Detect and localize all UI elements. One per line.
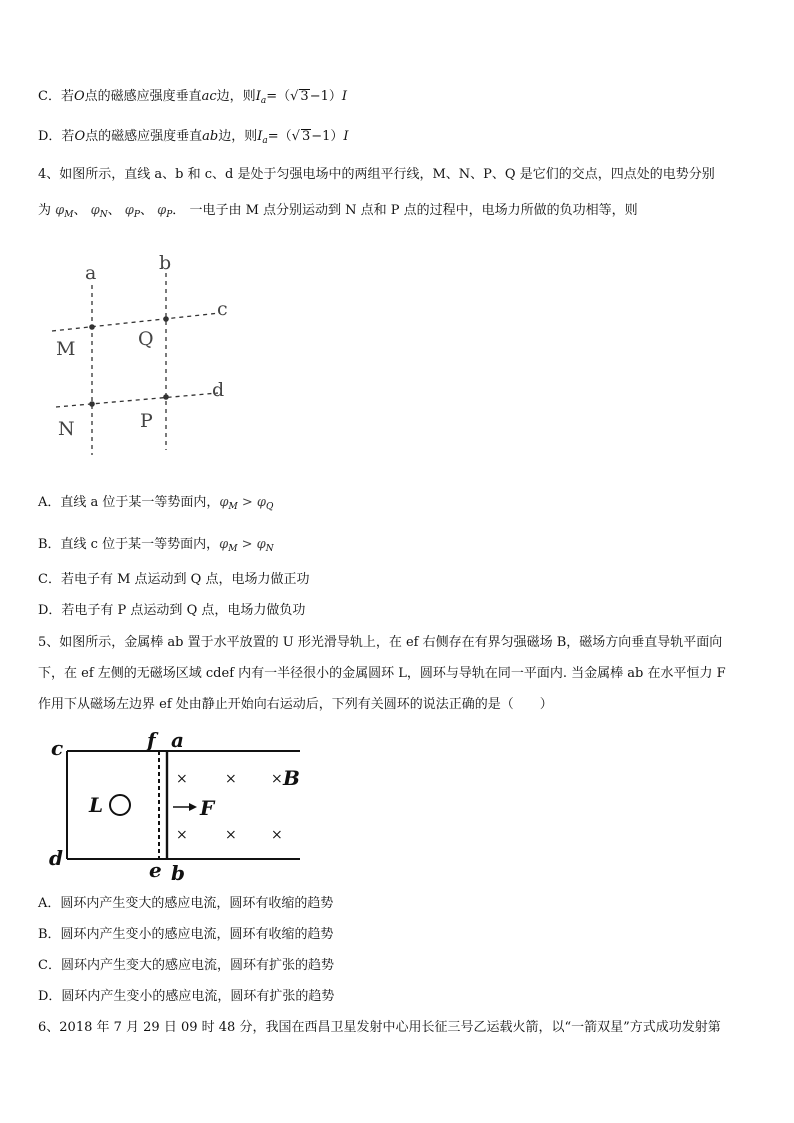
q5-option-a: A．圆环内产生变大的感应电流，圆环有收缩的趋势 bbox=[38, 896, 334, 911]
label-q: Q bbox=[138, 328, 154, 350]
label-b-field: B bbox=[283, 766, 300, 790]
point-m bbox=[89, 324, 95, 330]
label-e: e bbox=[149, 858, 162, 882]
cross-3: × bbox=[271, 771, 283, 787]
label-a: a bbox=[85, 262, 97, 284]
label-d: d bbox=[212, 379, 225, 401]
label-f-force: F bbox=[200, 796, 215, 820]
q4-figure bbox=[40, 245, 260, 460]
q6-stem-line1: 6、2018 年 7 月 29 日 09 时 48 分，我国在西昌卫星发射中心用长征三号乙运载火箭，以“一箭双星”方式成功发射第 bbox=[38, 1020, 721, 1035]
label-m: M bbox=[56, 338, 76, 360]
point-q bbox=[163, 316, 169, 322]
point-n bbox=[89, 401, 95, 407]
q4-option-a: A．直线 a 位于某一等势面内，$\varphi_M > \varphi_Q$ bbox=[38, 495, 274, 512]
cross-5: × bbox=[225, 827, 237, 843]
point-p bbox=[163, 394, 169, 400]
line-d bbox=[56, 393, 218, 407]
line-c bbox=[52, 313, 220, 331]
label-c: c bbox=[217, 298, 228, 320]
label-n: N bbox=[58, 418, 75, 440]
q3-option-c: C．若O点的磁感应强度垂直ac边，则$I_a=(√$ 3−1）I bbox=[38, 89, 347, 106]
label-b: b bbox=[159, 252, 172, 274]
label-c: c bbox=[51, 736, 64, 760]
label-a: a bbox=[171, 728, 184, 752]
cross-1: × bbox=[176, 771, 188, 787]
cross-6: × bbox=[271, 827, 283, 843]
cross-2: × bbox=[225, 771, 237, 787]
q4-option-b: B．直线 c 位于某一等势面内，$\varphi_M > \varphi_N$ bbox=[38, 537, 274, 554]
label-d: d bbox=[49, 846, 63, 870]
q4-option-d: D．若电子有 P 点运动到 Q 点，电场力做负功 bbox=[38, 603, 306, 618]
label-p: P bbox=[140, 410, 153, 432]
cross-4: × bbox=[176, 827, 188, 843]
q5-option-b: B．圆环内产生变小的感应电流，圆环有收缩的趋势 bbox=[38, 927, 334, 942]
q3-option-d: D．若O点的磁感应强度垂直ab边，则$I_a=(√$ 3−1）I bbox=[38, 129, 349, 146]
label-f: f bbox=[147, 728, 156, 752]
q5-stem-line2: 下，在 ef 左侧的无磁场区域 cdef 内有一半径很小的金属圆环 L，圆环与导轨在同一平面内. 当金属棒 ab 在水平恒力 F bbox=[38, 666, 726, 681]
force-arrowhead bbox=[189, 803, 197, 811]
q4-stem-line1: 4、如图所示，直线 a、b 和 c、d 是处于匀强电场中的两组平行线，M、N、P、Q 是它们的交点，四点处的电势分别 bbox=[38, 167, 715, 182]
q4-stem-line2: 为 $\varphi_M$、 $\varphi_N$、 $\varphi_P$、 $\varphi_P$． 一电子由 M 点分别运动到 N 点和 P 点的过程中，电场力所做的负功相等，则 bbox=[38, 203, 638, 220]
ring-l bbox=[110, 795, 130, 815]
q5-stem-line1: 5、如图所示，金属棒 ab 置于水平放置的 U 形光滑导轨上，在 ef 右侧存在有界匀强磁场 B，磁场方向垂直导轨平面向 bbox=[38, 635, 723, 650]
q4-option-c: C．若电子有 M 点运动到 Q 点，电场力做正功 bbox=[38, 572, 310, 587]
q5-option-d: D．圆环内产生变小的感应电流，圆环有扩张的趋势 bbox=[38, 989, 335, 1004]
q5-figure bbox=[45, 725, 310, 885]
q5-option-c: C．圆环内产生变大的感应电流，圆环有扩张的趋势 bbox=[38, 958, 334, 973]
q5-stem-line3: 作用下从磁场左边界 ef 处由静止开始向右运动后，下列有关圆环的说法正确的是（ ） bbox=[38, 697, 553, 712]
label-l: L bbox=[89, 793, 104, 817]
label-b: b bbox=[171, 861, 185, 885]
